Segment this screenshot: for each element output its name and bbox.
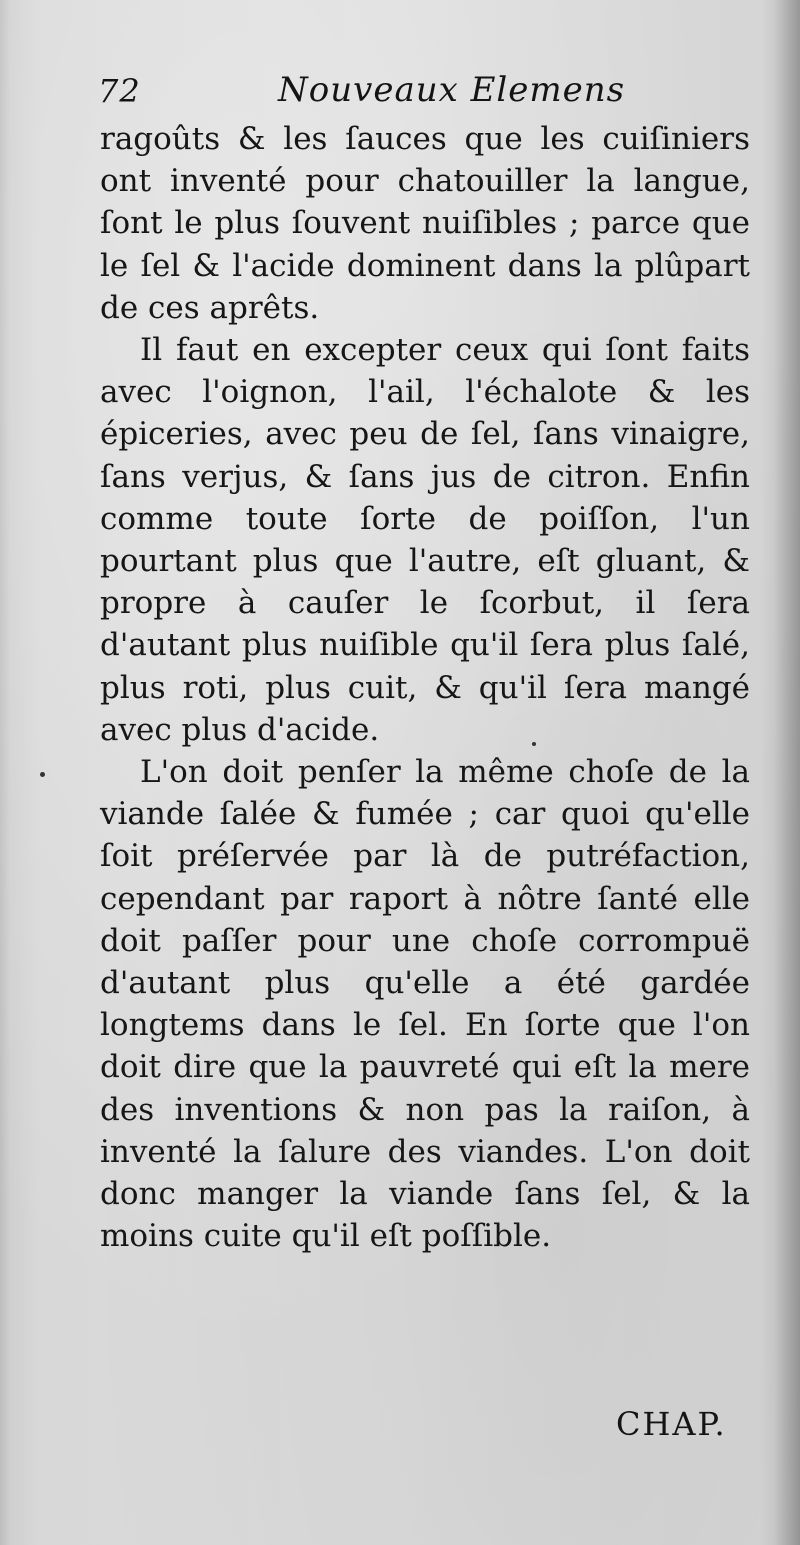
running-head xyxy=(98,70,748,116)
paragraph-3: L'on doit penſer la même choſe de la viande ſalée & fumée ; car quoi qu'elle ſoit préſervée par là de putréfaction, cependant par raport à nôtre ſanté elle doit paſſer pour une choſe corrompuë d'autant plus qu'elle a été gardée longtems dans le ſel. En ſorte que l'on doit dire que la pauvreté qui eſt la mere des inventions & non pas la raiſon, à inventé la ſalure des viandes. L'on doit donc manger la viande ſans ſel, & la moins cuite qu'il eſt poſſible. xyxy=(100,754,750,1255)
ink-speck xyxy=(40,772,45,777)
running-title: Nouveaux Elemens xyxy=(278,70,626,110)
page-edge-shadow xyxy=(774,0,800,1545)
body-text xyxy=(100,118,750,1257)
paragraph-1: ragoûts & les ſauces que les cuiſiniers ont inventé pour chatouiller la langue, ſont le plus ſouvent nuiſibles ; parce que le ſel & l'acide dominent dans la plûpart de ces aprêts. xyxy=(100,121,750,326)
catchword: CHAP. xyxy=(616,1405,727,1443)
ink-speck xyxy=(532,742,536,746)
page-number: 72 xyxy=(98,72,141,110)
paragraph-2: Il faut en excepter ceux qui ſont faits avec l'oignon, l'ail, l'échalote & les épiceries, avec peu de ſel, ſans vinaigre, ſans verjus, & ſans jus de citron. Enfin comme toute ſorte de poiſſon, l'un pourtant plus que l'autre, eſt gluant, & propre à cauſer le ſcorbut, il ſera d'autant plus nuiſible qu'il ſera plus ſalé, plus roti, plus cuit, & qu'il ſera mangé avec plus d'acide. xyxy=(100,332,750,748)
